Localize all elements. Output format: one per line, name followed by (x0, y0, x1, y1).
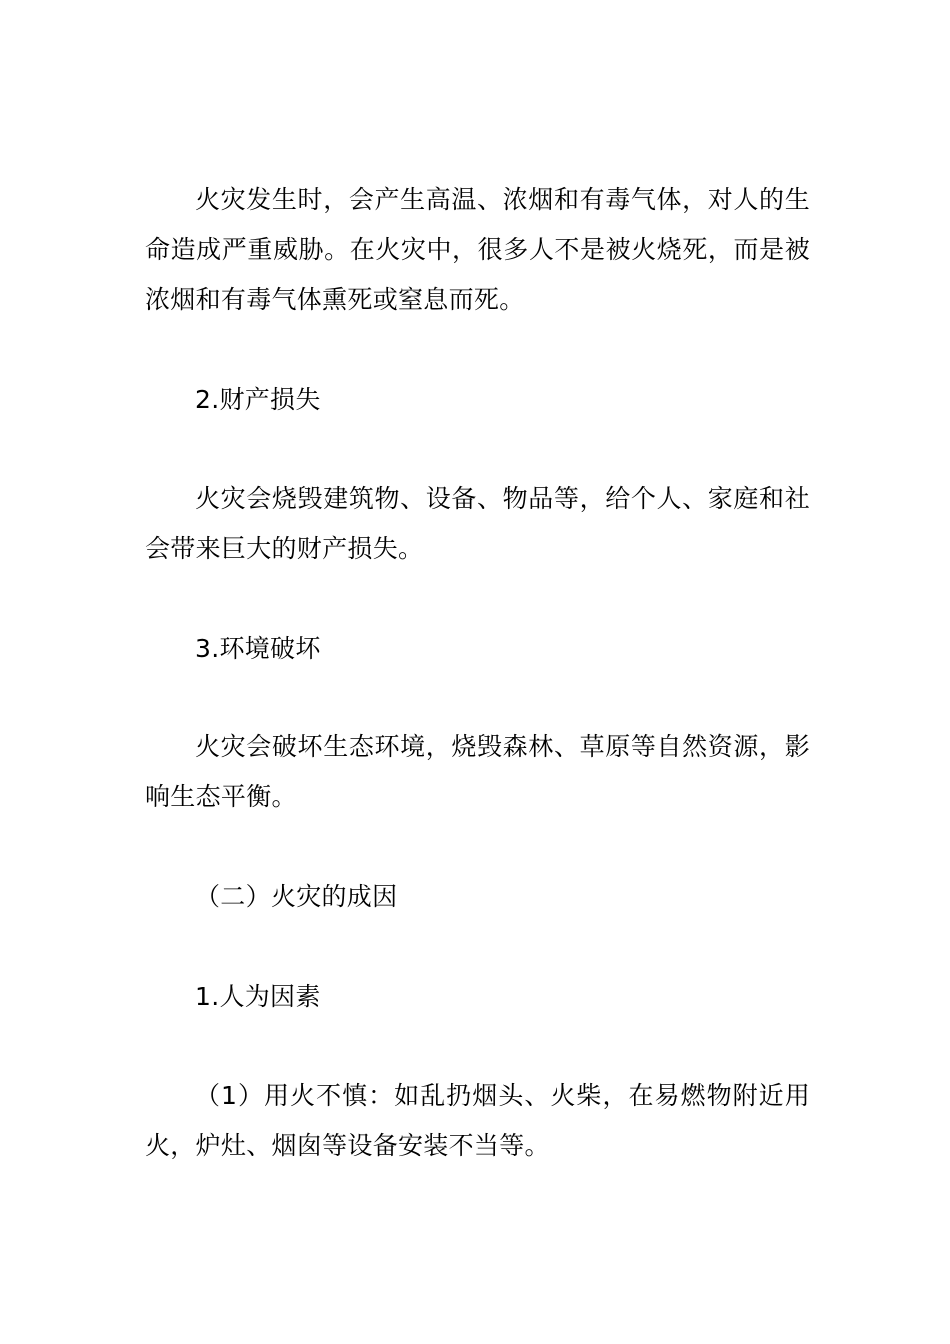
paragraph-casualty-description: 火灾发生时，会产生高温、浓烟和有毒气体，对人的生命造成严重威胁。在火灾中，很多人不是被火烧死，而是被浓烟和有毒气体熏死或窒息而死。 (145, 185, 810, 314)
paragraph-environmental-damage: 火灾会破坏生态环境，烧毁森林、草原等自然资源，影响生态平衡。 (145, 732, 810, 811)
section-heading-fire-causes: （二）火灾的成因 (195, 882, 398, 911)
paragraph-property-loss: 火灾会烧毁建筑物、设备、物品等，给个人、家庭和社会带来巨大的财产损失。 (145, 484, 810, 563)
heading-property-loss: 2.财产损失 (195, 385, 321, 414)
heading-human-factors: 1.人为因素 (195, 982, 321, 1011)
paragraph-careless-fire-use: （1）用火不慎：如乱扔烟头、火柴，在易燃物附近用火，炉灶、烟囱等设备安装不当等。 (145, 1081, 810, 1160)
heading-environmental-damage: 3.环境破坏 (195, 634, 321, 663)
